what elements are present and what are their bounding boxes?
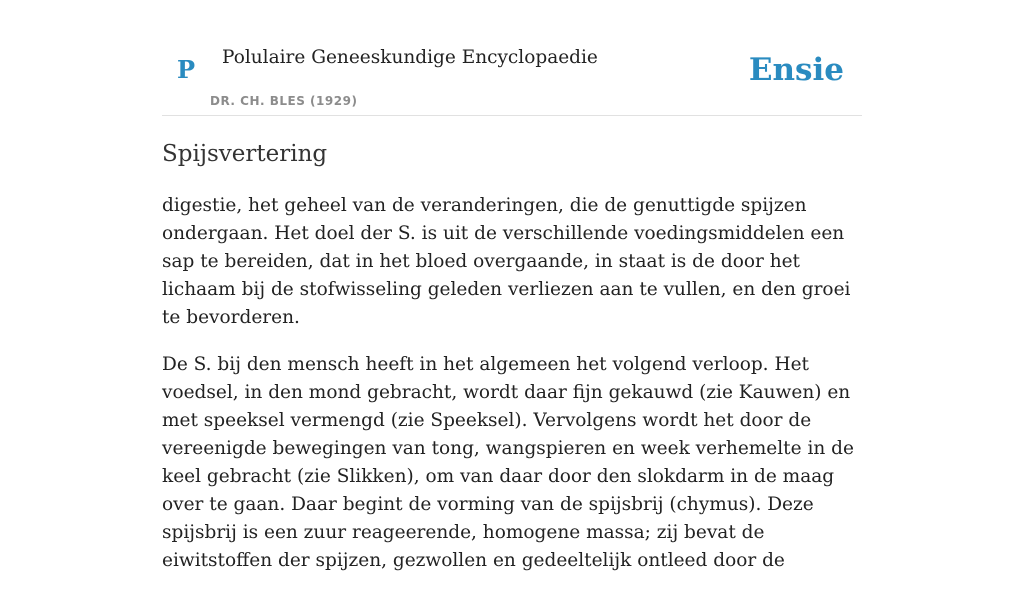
- brand-logo-link[interactable]: Ensie: [748, 52, 844, 88]
- article-body: [162, 192, 862, 594]
- article-paragraph: digestie, het geheel van de veranderingen, die de genuttigde spijzen ondergaan. Het doel der S. is uit de verschillende voedingsmiddelen een sap te bereiden, dat in het bloed overgaande, in staat is de door het lichaam bij de stofwisseling geleden verliezen aan te vullen, en den groei te bevorderen.: [162, 195, 851, 328]
- article-paragraph: De S. bij den mensch heeft in het algemeen het volgend verloop. Het voedsel, in den mond gebracht, wordt daar fijn gekauwd (zie Kauwen) en met speeksel vermengd (zie Speeksel). Vervolgens wordt het door de vereenigde bewegingen van tong, wangspieren en week verhemelte in de keel gebracht (zie Slikken), om van daar door den slokdarm in de maag over te gaan. Daar begint de vorming van de spijsbrij (chymus). Deze spijsbrij is een zuur reageerende, homogene massa; zij bevat de eiwitstoffen der spijzen, gezwollen en gedeeltelijk ontleed door de: [162, 354, 854, 571]
- publication-logo[interactable]: P: [177, 55, 196, 84]
- site-header: [162, 0, 862, 116]
- publication-title[interactable]: Polulaire Geneeskundige Encyclopaedie: [222, 47, 598, 68]
- article-title: Spijsvertering: [162, 141, 328, 167]
- publication-author: DR. CH. BLES (1929): [210, 94, 358, 108]
